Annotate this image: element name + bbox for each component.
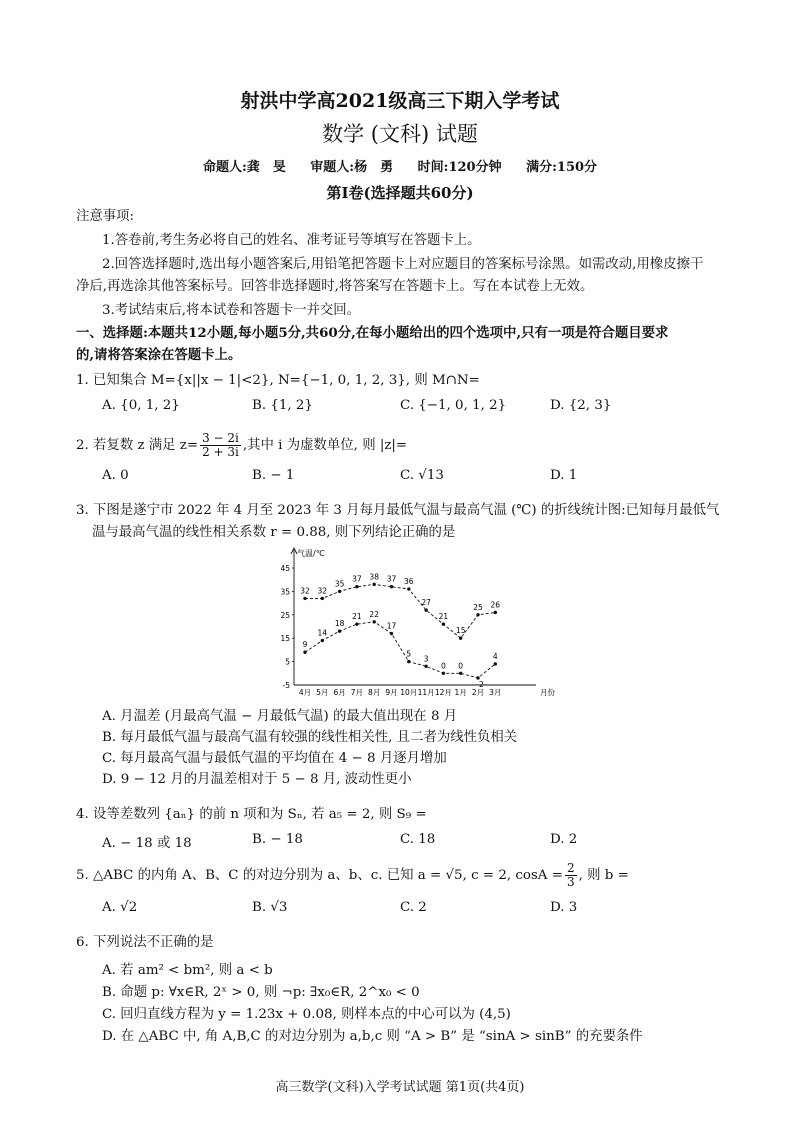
max-temp-line	[305, 584, 495, 638]
min-temp-point	[424, 665, 427, 668]
q3-option-c: C. 每月最高气温与最低气温的平均值在 4 − 8 月逐月增加	[102, 751, 447, 766]
section-line-1: 一、选择题:本题共12小题,每小题5分,共60分,在每小题给出的四个选项中,只有一项是符合题目要求	[76, 325, 669, 341]
q4-option-a: A. − 18 或 18	[102, 836, 192, 851]
q1-option-a: A. {0, 1, 2}	[102, 398, 180, 413]
y-tick-label: 35	[280, 587, 290, 597]
q3-stem-line-2: 温与最高气温的线性相关系数 r = 0.88, 则下列结论正确的是	[92, 525, 456, 540]
min-temp-point	[494, 662, 497, 665]
q6-option-a: A. 若 am² < bm², 则 a < b	[102, 963, 273, 978]
q4-option-c: C. 18	[400, 832, 436, 847]
min-temp-label: 4	[492, 651, 498, 661]
max-temp-point	[355, 585, 358, 588]
q5-fraction	[565, 862, 577, 889]
q1-stem: 1. 已知集合 M={x||x − 1|<2}, N={−1, 0, 1, 2, 3}, 则 M∩N=	[76, 373, 480, 388]
q5-denominator: 3	[566, 875, 575, 889]
max-temp-point	[303, 597, 306, 600]
min-temp-label: 0	[458, 661, 464, 671]
min-temp-label: 17	[386, 621, 397, 631]
min-temp-label: 22	[369, 609, 379, 619]
q5-option-c: C. 2	[400, 900, 427, 915]
max-temp-point	[442, 622, 445, 625]
x-tick-label: 3月	[489, 688, 502, 697]
reviewer: 审题人:杨 勇	[310, 160, 394, 175]
q6-options	[102, 960, 722, 1048]
max-temp-point	[476, 613, 479, 616]
min-temp-point	[321, 639, 324, 642]
y-axis-label: 气温/℃	[297, 549, 325, 558]
q6-option-d: D. 在 △ABC 中, 角 A,B,C 的对边分别为 a,b,c 则 “A > B” 是 “sinA > sinB” 的充要条件	[102, 1029, 643, 1044]
max-temp-label: 35	[334, 579, 345, 589]
x-tick-label: 8月	[368, 688, 381, 697]
max-temp-label: 32	[300, 586, 310, 596]
max-temp-point	[338, 590, 341, 593]
y-tick-label: 15	[280, 634, 290, 644]
time-limit: 时间:120分钟	[417, 160, 502, 175]
min-temp-point	[373, 620, 376, 623]
x-tick-label: 5月	[316, 688, 329, 697]
notes-heading: 注意事项:	[76, 209, 135, 224]
max-temp-label: 26	[490, 600, 501, 610]
max-temp-label: 32	[317, 586, 328, 596]
max-temp-point	[390, 585, 393, 588]
q2-option-a: A. 0	[102, 468, 129, 483]
q1-option-c: C. {−1, 0, 1, 2}	[400, 398, 507, 413]
min-temp-label: 3	[423, 654, 429, 664]
max-temp-label: 36	[404, 577, 414, 587]
min-temp-point	[442, 672, 445, 675]
q2-denominator: 2 + 3i	[202, 445, 239, 459]
x-tick-label: 12月	[434, 688, 452, 697]
max-temp-label: 15	[455, 626, 466, 636]
min-temp-point	[407, 660, 410, 663]
q6-option-c: C. 回归直线方程为 y = 1.23x + 0.08, 则样本点的中心可以为 (4,5)	[102, 1007, 511, 1022]
q5-stem-post: , 则 b =	[578, 868, 629, 883]
x-tick-label: 1月	[454, 688, 467, 697]
q3-option-b: B. 每月最低气温与最高气温有较强的线性相关性, 且二者为线性负相关	[102, 730, 518, 745]
max-temp-label: 37	[352, 574, 362, 584]
min-temp-label: 5	[406, 649, 412, 659]
min-temp-point	[355, 622, 358, 625]
x-tick-label: 6月	[333, 688, 346, 697]
note-2-line-1: 2.回答选择题时,选出每小题答案后,用铅笔把答题卡上对应题目的答案标号涂黑。如需改动,用橡皮擦干	[102, 257, 704, 272]
section-line-2: 的,请将答案涂在答题卡上。	[76, 347, 242, 363]
min-temp-point	[459, 672, 462, 675]
max-temp-label: 25	[473, 602, 483, 612]
q1-option-d: D. {2, 3}	[550, 398, 612, 413]
x-tick-label: 2月	[471, 688, 485, 697]
q2-numerator: 3 − 2i	[202, 431, 239, 445]
max-temp-label: 27	[421, 598, 431, 608]
q5-option-b: B. √3	[252, 900, 288, 915]
max-temp-point	[407, 587, 410, 590]
q4-option-b: B. − 18	[252, 832, 303, 847]
q3-option-d: D. 9 − 12 月的月温差相对于 5 − 8 月, 波动性更小	[102, 772, 412, 787]
y-tick-label: -5	[282, 681, 290, 690]
y-tick-label: 5	[285, 657, 290, 667]
y-tick-label: 25	[280, 610, 290, 620]
exam-subtitle: 数学 (文科) 试题	[322, 122, 478, 146]
full-score: 满分:150分	[526, 160, 598, 175]
max-temp-point	[321, 597, 324, 600]
exam-title: 射洪中学高2021级高三下期入学考试	[240, 90, 560, 112]
y-tick-label: 45	[280, 564, 290, 573]
min-temp-label: 18	[334, 619, 345, 629]
max-temp-point	[373, 583, 376, 586]
q4-stem: 4. 设等差数列 {aₙ} 的前 n 项和为 Sₙ, 若 a₅ = 2, 则 S₉ =	[76, 807, 427, 822]
x-tick-label: 4月	[298, 688, 312, 697]
note-3: 3.考试结束后,将本试卷和答题卡一并交回。	[102, 303, 361, 318]
q6-stem: 6. 下列说法不正确的是	[76, 935, 214, 950]
min-temp-line	[302, 622, 495, 678]
page-footer: 高三数学(文科)入学考试试题 第1页(共4页)	[275, 1080, 525, 1095]
q6-option-b: B. 命题 p: ∀x∈R, 2ˣ > 0, 则 ¬p: ∃x₀∈R, 2^x₀ < 0	[102, 985, 420, 1000]
q1-option-b: B. {1, 2}	[252, 398, 313, 413]
min-temp-point	[390, 632, 393, 635]
x-tick-label: 11月	[417, 688, 435, 697]
min-temp-point	[338, 629, 341, 632]
temperature-line-chart	[278, 546, 558, 698]
x-tick-label: 7月	[350, 688, 364, 697]
max-temp-point	[459, 637, 462, 640]
min-temp-label: 0	[441, 661, 446, 671]
max-temp-point	[494, 611, 497, 614]
q5-option-a: A. √2	[102, 900, 138, 915]
x-axis-label: 月份	[540, 688, 555, 697]
q2-fraction	[200, 432, 241, 459]
q2-option-c: C. √13	[400, 468, 444, 483]
note-1: 1.答卷前,考生务必将自己的姓名、准考证号等填写在答题卡上。	[102, 233, 481, 248]
author: 命题人:龚 旻	[202, 160, 286, 175]
note-2	[76, 254, 724, 298]
q2-stem-post: ,其中 i 为虚数单位, 则 |z|=	[242, 438, 408, 453]
q4-option-d: D. 2	[550, 832, 578, 847]
q3-options	[102, 706, 722, 790]
max-temp-label: 37	[386, 574, 397, 584]
q2-option-b: B. − 1	[252, 468, 295, 483]
q2-stem-pre: 2. 若复数 z 满足 z=	[76, 438, 199, 453]
exam-meta	[0, 156, 800, 175]
max-temp-label: 38	[369, 572, 379, 582]
min-temp-point	[303, 651, 306, 654]
max-temp-label: 21	[438, 612, 449, 622]
q3-option-a: A. 月温差 (月最高气温 − 月最低气温) 的最大值出现在 8 月	[102, 709, 458, 724]
x-tick-label: 10月	[400, 688, 418, 697]
min-temp-label: -2	[476, 679, 484, 689]
volume-heading: 第Ⅰ卷(选择题共60分)	[326, 184, 474, 202]
min-temp-label: 9	[302, 640, 308, 650]
min-temp-label: 14	[317, 628, 328, 638]
q5-option-d: D. 3	[550, 900, 578, 915]
section-heading	[76, 322, 726, 366]
q5-numerator: 2	[566, 861, 575, 875]
q2-stem	[76, 432, 726, 459]
x-tick-label: 9月	[385, 688, 398, 697]
min-temp-label: 21	[352, 612, 362, 622]
max-temp-point	[424, 608, 427, 611]
q3-stem-line-1: 3. 下图是遂宁市 2022 年 4 月至 2023 年 3 月每月最低气温与最高气温 (℃) 的折线统计图:已知每月最低气	[76, 503, 720, 518]
note-2-line-2: 净后,再选涂其他答案标号。回答非选择题时,将答案写在答题卡上。写在本试卷上无效。	[76, 279, 594, 294]
q5-stem-pre: 5. △ABC 的内角 A、B、C 的对边分别为 a、b、c. 已知 a = √5, c = 2, cosA =	[76, 868, 563, 883]
q5-stem	[76, 862, 726, 889]
q2-option-d: D. 1	[550, 468, 578, 483]
